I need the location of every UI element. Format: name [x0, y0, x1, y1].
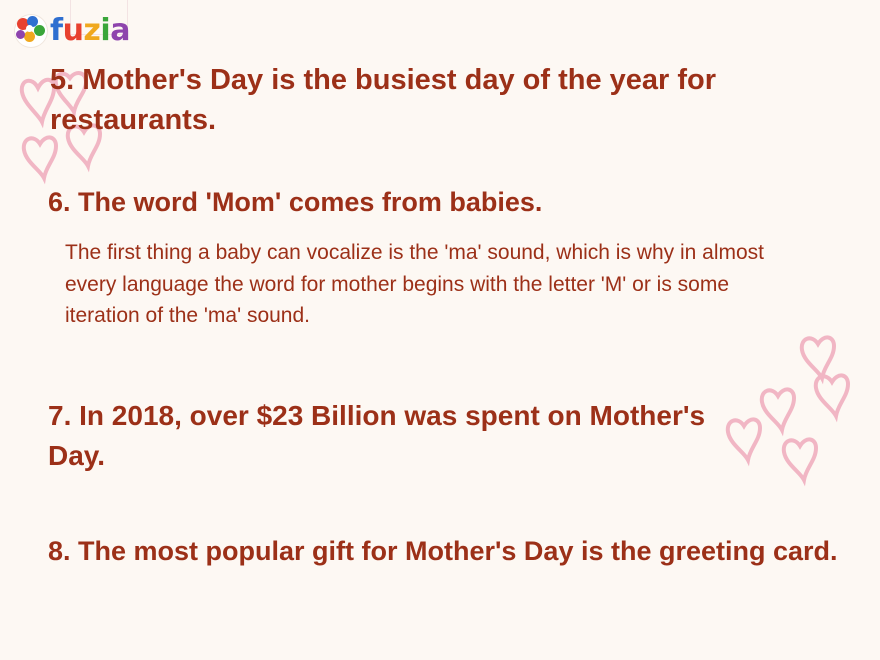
fact-headline: 5. Mother's Day is the busiest day of the year for restaurants. [50, 64, 717, 137]
fact-headline: 8. The most popular gift for Mother's Day is the greeting card. [48, 536, 838, 566]
fuzia-logo[interactable] [14, 14, 130, 48]
fuzia-dots-logo-icon [14, 14, 48, 48]
brand-letter-i: i [100, 13, 111, 48]
brand-letter-f: f [50, 13, 63, 48]
fact-item [48, 532, 848, 571]
fact-body: The first thing a baby can vocalize is the 'ma' sound, which is why in almost every language the word for mother begins with the letter 'M' or is some iteration of the 'ma' sound. [65, 241, 765, 328]
brand-letter-u: u [62, 13, 84, 48]
brand-wordmark [50, 13, 130, 48]
fact-item [48, 396, 748, 476]
fact-item [48, 184, 848, 332]
brand-letter-z: z [83, 13, 101, 48]
fact-headline: 7. In 2018, over $23 Billion was spent on Mother's Day. [48, 400, 706, 471]
fact-headline: 6. The word 'Mom' comes from babies. [48, 187, 543, 217]
brand-letter-a: a [110, 13, 130, 48]
fact-item [50, 60, 840, 140]
